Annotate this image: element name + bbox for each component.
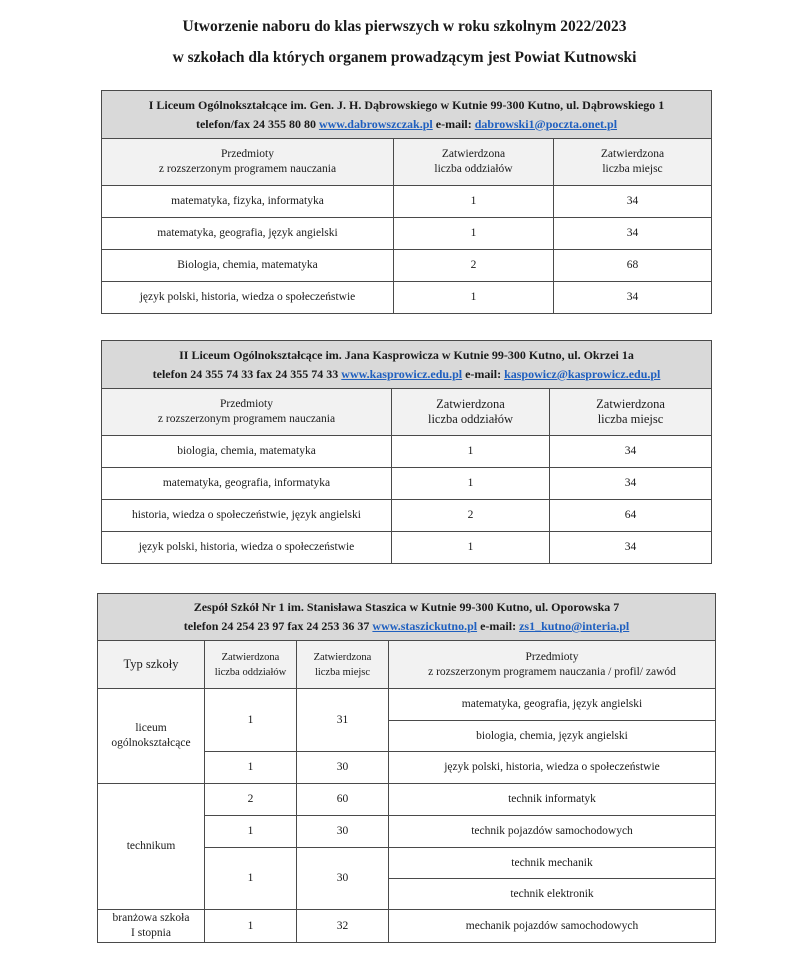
subjects-cell: matematyka, fizyka, informatyka: [102, 186, 394, 218]
places-cell: 34: [554, 186, 712, 218]
table-row: [98, 689, 716, 721]
col-header-subjects: [389, 641, 716, 689]
school2-email-label: e-mail:: [462, 366, 505, 381]
header-text: Przedmioty: [220, 148, 275, 160]
document-subtitle: w szkołach dla których organem prowadzącym jest Powiat Kutnowski: [172, 49, 637, 66]
classes-cell: 1: [394, 186, 554, 218]
col-header-places: [550, 389, 712, 436]
places-cell: 30: [297, 752, 389, 784]
places-cell: 34: [554, 282, 712, 314]
header-text: z rozszerzonym programem nauczania / profil/ zawód: [428, 665, 676, 678]
school1-email-label: e-mail:: [432, 116, 475, 131]
school1-header: [102, 91, 712, 139]
places-cell: 30: [297, 848, 389, 910]
header-text: Zatwierdzona: [600, 148, 665, 160]
classes-cell: 1: [392, 468, 550, 500]
places-cell: 31: [297, 689, 389, 752]
header-text: liczba miejsc: [597, 412, 664, 426]
table-row: [102, 282, 712, 314]
classes-cell: 2: [394, 250, 554, 282]
header-text: ogólnokształcące: [111, 737, 191, 749]
header-text: liczba oddziałów: [214, 666, 287, 678]
profile-cell: biologia, chemia, język angielski: [389, 721, 716, 752]
table-row: [102, 218, 712, 250]
table-row: [102, 500, 712, 532]
header-text: Zatwierdzona: [436, 397, 505, 411]
table-row: [98, 910, 716, 943]
profile-cell: technik informatyk: [389, 784, 716, 816]
school3-phone: telefon 24 254 23 97 fax 24 253 36 37: [183, 619, 373, 633]
places-cell: 68: [554, 250, 712, 282]
col-header-subjects: [102, 389, 392, 436]
type-cell-liceum: [98, 689, 205, 784]
classes-cell: 1: [205, 689, 297, 752]
table-row: [102, 532, 712, 564]
col-header-type: Typ szkoły: [98, 641, 205, 689]
type-cell-technikum: technikum: [98, 784, 205, 910]
header-text: Zatwierdzona: [596, 397, 665, 411]
school1-email-link[interactable]: dabrowski1@poczta.onet.pl: [474, 116, 618, 131]
school1-name: I Liceum Ogólnokształcące im. Gen. J. H. Dąbrowskiego w Kutnie 99-300 Kutno, ul. Dąbrowskiego 1: [148, 97, 665, 112]
classes-cell: 1: [394, 282, 554, 314]
subjects-cell: matematyka, geografia, informatyka: [102, 468, 392, 500]
school1-table: [101, 90, 712, 314]
school3-email-label: e-mail:: [477, 619, 520, 633]
header-text: z rozszerzonym programem nauczania: [158, 163, 337, 175]
table-row: [98, 784, 716, 816]
table-row: [102, 468, 712, 500]
header-text: liczba miejsc: [602, 163, 663, 175]
header-text: z rozszerzonym programem nauczania: [157, 413, 336, 425]
classes-cell: 1: [394, 218, 554, 250]
header-text: liceum: [135, 722, 167, 734]
school2-name: II Liceum Ogólnokształcące im. Jana Kasprowicza w Kutnie 99-300 Kutno, ul. Okrzei 1a: [179, 347, 634, 362]
type-cell-branzowa: [98, 910, 205, 943]
header-text: Przedmioty: [525, 650, 579, 663]
places-cell: 34: [550, 468, 712, 500]
document-title: Utworzenie naboru do klas pierwszych w roku szkolnym 2022/2023: [182, 18, 627, 35]
subjects-cell: matematyka, geografia, język angielski: [102, 218, 394, 250]
col-header-subjects: [102, 139, 394, 186]
school2-phone: telefon 24 355 74 33 fax 24 355 74 33: [152, 366, 342, 381]
school1-phone: telefon/fax 24 355 80 80: [195, 116, 319, 131]
table-row: [102, 436, 712, 468]
profile-cell: mechanik pojazdów samochodowych: [389, 910, 716, 943]
classes-cell: 1: [205, 910, 297, 943]
col-header-places: [554, 139, 712, 186]
col-header-classes: [205, 641, 297, 689]
school3-name: Zespół Szkół Nr 1 im. Stanisława Staszica w Kutnie 99-300 Kutno, ul. Oporowska 7: [193, 600, 620, 614]
school3-website-link[interactable]: www.staszickutno.pl: [372, 619, 478, 633]
classes-cell: 2: [205, 784, 297, 816]
classes-cell: 2: [392, 500, 550, 532]
places-cell: 34: [550, 532, 712, 564]
school2-header: [102, 341, 712, 389]
school3-email-link[interactable]: zs1_kutno@interia.pl: [519, 619, 630, 633]
places-cell: 30: [297, 816, 389, 848]
classes-cell: 1: [392, 436, 550, 468]
profile-cell: matematyka, geografia, język angielski: [389, 689, 716, 721]
places-cell: 64: [550, 500, 712, 532]
subjects-cell: biologia, chemia, matematyka: [102, 436, 392, 468]
header-text: Zatwierdzona: [441, 148, 506, 160]
places-cell: 34: [550, 436, 712, 468]
header-text: Przedmioty: [219, 398, 274, 410]
col-header-classes: [392, 389, 550, 436]
classes-cell: 1: [205, 848, 297, 910]
header-text: liczba oddziałów: [427, 412, 514, 426]
subjects-cell: historia, wiedza o społeczeństwie, język angielski: [102, 500, 392, 532]
profile-cell: technik pojazdów samochodowych: [389, 816, 716, 848]
classes-cell: 1: [205, 752, 297, 784]
school3-table: [97, 593, 716, 943]
places-cell: 60: [297, 784, 389, 816]
places-cell: 34: [554, 218, 712, 250]
header-text: branżowa szkoła: [112, 912, 190, 924]
table-row: [102, 250, 712, 282]
subjects-cell: język polski, historia, wiedza o społeczeństwie: [102, 282, 394, 314]
school3-header: [98, 594, 716, 641]
header-text: I stopnia: [131, 927, 171, 939]
col-header-places: [297, 641, 389, 689]
school1-website-link[interactable]: www.dabrowszczak.pl: [318, 116, 433, 131]
header-text: Zatwierdzona: [313, 651, 372, 663]
header-text: liczba oddziałów: [434, 163, 513, 175]
school2-table: [101, 340, 712, 564]
classes-cell: 1: [205, 816, 297, 848]
profile-cell: technik elektronik: [389, 879, 716, 910]
profile-cell: język polski, historia, wiedza o społeczeństwie: [389, 752, 716, 784]
header-text: liczba miejsc: [314, 666, 371, 678]
subjects-cell: Biologia, chemia, matematyka: [102, 250, 394, 282]
profile-cell: technik mechanik: [389, 848, 716, 879]
table-row: [102, 186, 712, 218]
subjects-cell: język polski, historia, wiedza o społeczeństwie: [102, 532, 392, 564]
places-cell: 32: [297, 910, 389, 943]
header-text: Zatwierdzona: [221, 651, 280, 663]
school2-email-link[interactable]: kaspowicz@kasprowicz.edu.pl: [504, 366, 661, 381]
school2-website-link[interactable]: www.kasprowicz.edu.pl: [341, 366, 463, 381]
classes-cell: 1: [392, 532, 550, 564]
col-header-classes: [394, 139, 554, 186]
